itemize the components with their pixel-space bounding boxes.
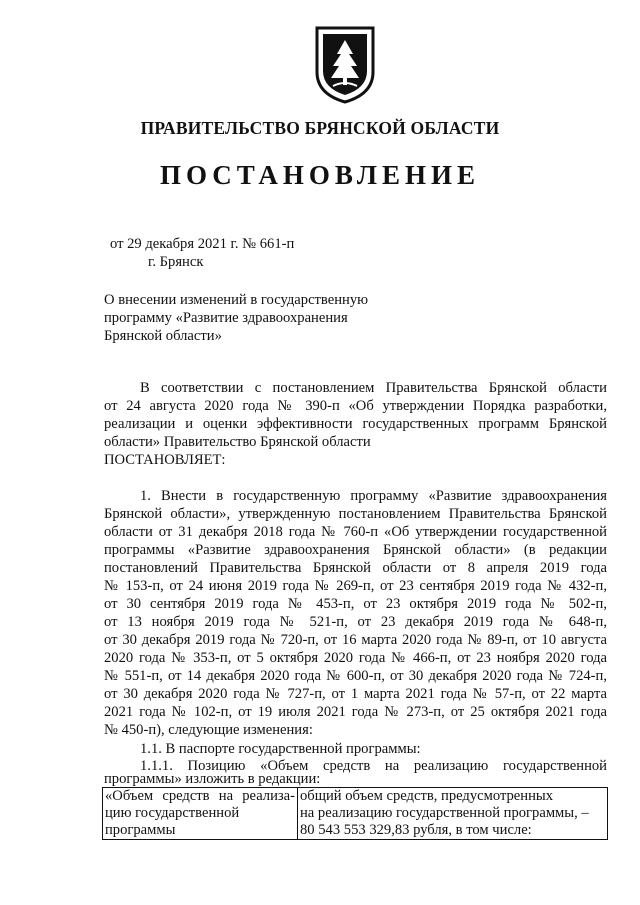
preamble-line: реализации и оценки эффективности государственных программ Брянской (104, 416, 607, 432)
preamble-line: области» Правительство Брянской области (104, 434, 371, 450)
preamble-line: от 24 августа 2020 года № 390-п «Об утверждении Порядка разработки, (104, 398, 607, 414)
preamble-line: В соответствии с постановлением Правительства Брянской области (140, 380, 607, 396)
subject-line: программу «Развитие здравоохранения (104, 310, 348, 326)
funding-table (102, 787, 608, 840)
table-cell-line: программы (105, 822, 176, 838)
organization-title: ПРАВИТЕЛЬСТВО БРЯНСКОЙ ОБЛАСТИ (140, 118, 500, 138)
item-1-line: области от 31 декабря 2018 года № 760-п «Об утверждении государственной (104, 524, 607, 540)
document-city: г. Брянск (148, 254, 204, 270)
item-1-1-1-line: 1.1.1. Позицию «Объем средств на реализацию государственной (140, 758, 607, 774)
table-cell-line: «Объем средств на реализа- (105, 788, 295, 804)
item-1-line: 2021 года № 102-п, от 19 июля 2021 года № 273-п, от 25 октября 2021 года (104, 704, 607, 720)
document-date-number: от 29 декабря 2021 г. № 661-п (110, 236, 295, 252)
table-cell-line: общий объем средств, предусмотренных (300, 788, 554, 804)
item-1-1-1-line: программы» изложить в редакции: (104, 771, 321, 787)
item-1-line: от 30 декабря 2019 года № 720-п, от 16 марта 2020 года № 89-п, от 10 августа (104, 632, 607, 648)
item-1-line: 1. Внести в государственную программу «Развитие здравоохранения (140, 488, 607, 504)
subject-line: О внесении изменений в государственную (104, 292, 369, 308)
table-cell-value (298, 788, 608, 840)
item-1-line: от 13 ноября 2019 года № 521-п, от 23 декабря 2019 года № 648-п, (104, 614, 607, 630)
item-1-line: № 153-п, от 24 июня 2019 года № 269-п, от 23 сентября 2019 года № 432-п, (104, 578, 607, 594)
item-1-line: Брянской области», утвержденную постановлением Правительства Брянской (104, 506, 607, 522)
item-1-line: от 30 декабря 2020 года № 727-п, от 1 марта 2021 года № 57-п, от 22 марта (104, 686, 607, 702)
item-1-line: постановлений Правительства Брянской области от 8 апреля 2019 года (104, 560, 607, 576)
document-type-title: ПОСТАНОВЛЕНИЕ (159, 160, 481, 190)
decree-verb: ПОСТАНОВЛЯЕТ: (104, 452, 226, 468)
item-1-line: 2020 года № 353-п, от 5 октября 2020 года № 466-п, от 23 ноября 2020 года (104, 650, 607, 666)
table-cell-label (103, 788, 298, 840)
item-1-line: № 450-п), следующие изменения: (104, 722, 313, 738)
item-1-line: № 551-п, от 14 декабря 2020 года № 600-п, от 30 декабря 2020 года № 724-п, (104, 668, 607, 684)
table-cell-line: цию государственной (105, 805, 240, 821)
item-1-1: 1.1. В паспорте государственной программы: (140, 741, 421, 757)
subject-line: Брянской области» (104, 328, 222, 344)
table-cell-line: на реализацию государственной программы, – (300, 805, 589, 821)
item-1-line: от 30 сентября 2019 года № 453-п, от 23 октября 2019 года № 502-п, (104, 596, 607, 612)
item-1-line: программы «Развитие здравоохранения Брянской области» (в редакции (104, 542, 607, 558)
coat-of-arms-emblem (313, 22, 377, 106)
table-row (103, 788, 608, 840)
table-cell-line: 80 543 553 329,83 рубля, в том числе: (300, 822, 532, 838)
